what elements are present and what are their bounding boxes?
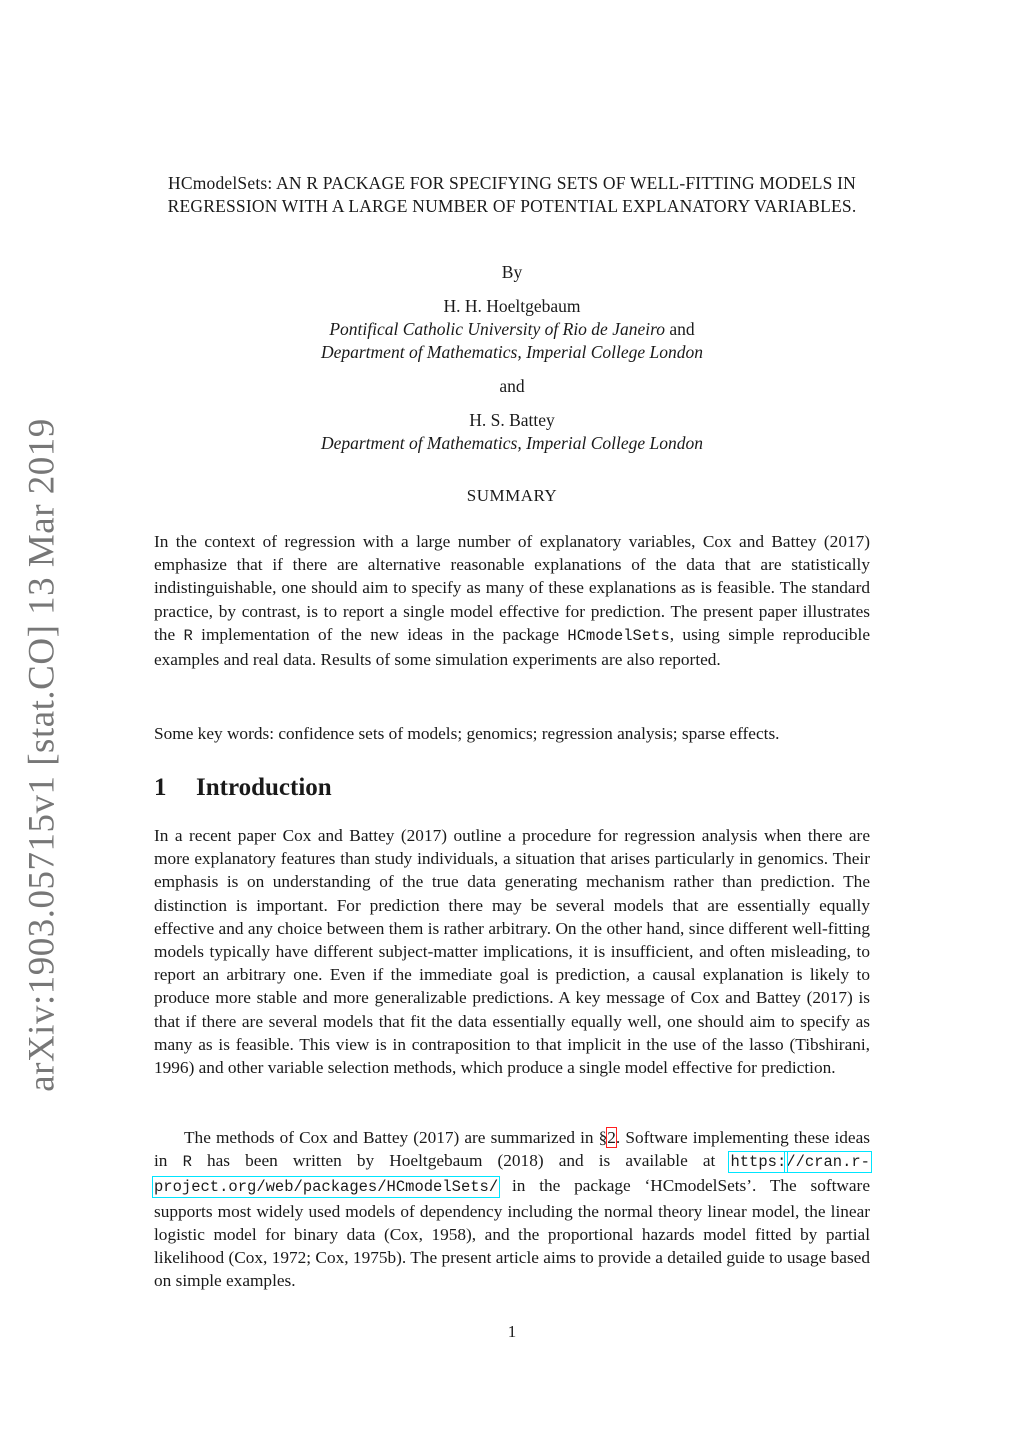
section-1-number: 1	[154, 774, 167, 801]
intro-p2-code-r: R	[182, 1153, 192, 1172]
intro-p2-text-c: has been written by Hoeltgebaum (2018) and is available at	[206, 1151, 716, 1171]
summary-code-r: R	[183, 626, 193, 645]
arxiv-identifier-stamp	[12, 418, 72, 1092]
intro-paragraph-2	[154, 1126, 870, 1292]
author-1-affiliation-1	[154, 318, 870, 341]
authors-and: and	[499, 376, 525, 396]
section-1-title: Introduction	[196, 774, 332, 801]
intro-p2-text-d: in the package ‘HCmodelSets’. The software supports most widely used models of dependency including the normal theory linear model, the linear logistic model for binary data (Cox, 1958), and the proportional hazards model fitted by partial likelihood (Cox, 1972; Cox, 1975b). The present article aims to provide a detailed guide to usage based on simple examples.	[154, 1176, 870, 1291]
author-1-name: H. H. Hoeltgebaum	[443, 296, 581, 316]
author-1-affiliation-and: and	[669, 319, 695, 339]
section-1-heading	[154, 774, 870, 802]
summary-text-2: implementation of the new ideas in the package	[201, 624, 560, 644]
paper-title: HCmodelSets: AN R PACKAGE FOR SPECIFYING SETS OF WELL-FITTING MODELS IN REGRESSION WITH A LARGE NUMBER OF POTENTIAL EXPLANATORY VARIABLES.	[167, 173, 857, 216]
summary-code-package: HCmodelSets	[567, 626, 670, 645]
keywords: Some key words: confidence sets of models; genomics; regression analysis; sparse effects.	[154, 724, 780, 743]
by-line: By	[501, 262, 523, 282]
summary-paragraph	[154, 530, 870, 671]
author-2-affiliation: Department of Mathematics, Imperial College London	[320, 433, 704, 453]
intro-paragraph-1: In a recent paper Cox and Battey (2017) outline a procedure for regression analysis when there are more explanatory features than study individuals, a situation that arises particularly in genomics. Their emphasis is on understanding of the true data generating mechanism rather than prediction. The distinction is important. For prediction there may be several models that are essentially equally effective and any choice between them is rather arbitrary. On the other hand, since different well-fitting models typically have different subject-matter implications, it is insufficient, and often misleading, to report an arbitrary one. Even if the immediate goal is prediction, a causal explanation is likely to produce more stable and more generalizable predictions. A key message of Cox and Battey (2017) is that if there are several models that fit the data essentially equally well, one should aim to specify as many as is feasible. This view is in contraposition to that implicit in the use of the lasso (Tibshirani, 1996) and other variable selection methods, which produce a single model effective for prediction.	[154, 826, 870, 1078]
author-2-name: H. S. Battey	[469, 410, 555, 430]
summary-text-1: In the context of regression with a large number of explanatory variables, Cox and Battey (2017) emphasize that if there are alternative reasonable explanations of the data that are statistically indistinguishable, one should aim to specify as many of these explanations as is feasible. The standard practice, by contrast, is to report a single model effective for prediction. The present paper illustrates the	[154, 532, 870, 644]
section-2-reference-link[interactable]: 2	[607, 1128, 616, 1147]
arxiv-id-text: arXiv:1903.05715v1 [stat.CO] 13 Mar 2019	[21, 418, 63, 1092]
intro-p2-text-b: . Software implementing these ideas in	[154, 1128, 870, 1171]
summary-text-3: , using simple reproducible examples and real data. Results of some simulation experiments are also reported.	[154, 624, 870, 670]
cran-url-link-part-1[interactable]: https:	[730, 1153, 787, 1172]
cran-url-link-part-2[interactable]: //cran.r-project.org/web/packages/HCmodelSets/	[154, 1153, 870, 1197]
page-number: 1	[507, 1322, 517, 1341]
summary-heading: SUMMARY	[466, 486, 558, 505]
author-1-affiliation-2: Department of Mathematics, Imperial College London	[320, 342, 704, 362]
author-1-affiliation-1-text: Pontifical Catholic University of Rio de Janeiro	[329, 319, 666, 339]
intro-p2-text-a: The methods of Cox and Battey (2017) are summarized in §	[184, 1128, 608, 1147]
